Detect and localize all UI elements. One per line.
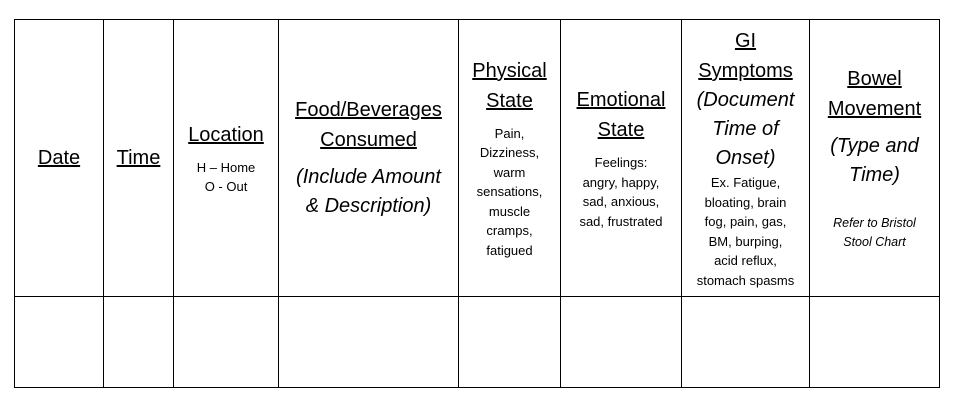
bowel-reference-line-1: Refer to Bristol <box>833 216 916 230</box>
food-header-line-1: Food/Beverages <box>295 99 442 121</box>
header-row <box>15 20 940 297</box>
emotional-note-line-3: sad, anxious, <box>582 194 660 209</box>
emotional-note-line-2: angry, happy, <box>582 174 660 190</box>
date-header: Date <box>37 147 81 169</box>
location-entry-cell[interactable] <box>174 297 279 388</box>
gi-note-line-1: Ex. Fatigue, <box>710 175 781 190</box>
location-note-home: H – Home <box>196 159 256 175</box>
physical-note-line-4: sensations, <box>476 184 543 200</box>
gi-entry-cell[interactable] <box>682 297 810 388</box>
bowel-header-line-2: Movement <box>827 98 922 120</box>
bowel-header-line-1: Bowel <box>847 68 902 90</box>
food-entry-cell[interactable] <box>279 297 459 388</box>
emotional-note-line-4: sad, frustrated <box>579 213 663 229</box>
emotional-note-line-1: Feelings: <box>594 155 648 170</box>
gi-note-line-3: fog, pain, gas, <box>704 214 787 229</box>
gi-note-line-4: BM, burping, <box>708 233 783 249</box>
gi-italic-line-2: Time of <box>712 118 779 140</box>
date-entry-cell[interactable] <box>15 297 104 388</box>
gi-note-line-2: bloating, brain <box>704 194 787 210</box>
bowel-entry-cell[interactable] <box>810 297 940 388</box>
physical-note-line-3: warm <box>493 164 526 180</box>
bowel-italic-line-2: Time) <box>849 164 900 186</box>
gi-note-line-6: stomach spasms <box>696 272 795 288</box>
emotional-header-line-1: Emotional <box>576 89 666 111</box>
food-header-line-2: Consumed <box>320 129 417 151</box>
entry-row <box>15 297 940 388</box>
physical-note-line-2: Dizziness, <box>479 145 540 161</box>
time-entry-cell[interactable] <box>104 297 174 388</box>
physical-entry-cell[interactable] <box>459 297 561 388</box>
physical-note-line-7: fatigued <box>486 242 533 258</box>
physical-note-line-5: muscle <box>488 203 531 219</box>
bowel-italic-line-1: (Type and <box>830 135 919 157</box>
time-header: Time <box>116 147 161 169</box>
gi-italic-line-3: Onset) <box>715 147 776 169</box>
physical-note-line-1: Pain, <box>494 125 525 141</box>
location-note-out: O - Out <box>204 179 248 194</box>
physical-header-line-2: State <box>486 89 533 112</box>
gi-italic-line-1: (Document <box>696 89 795 111</box>
physical-header-cell <box>459 20 561 297</box>
food-note-line-2: & Description) <box>305 195 432 217</box>
gi-note-line-5: acid reflux, <box>714 253 777 268</box>
emotional-header-cell <box>561 20 682 297</box>
physical-note-line-6: cramps, <box>486 223 533 239</box>
bowel-reference-line-2: Stool Chart <box>843 235 906 249</box>
time-header-cell <box>104 20 174 297</box>
gi-header-cell <box>682 20 810 297</box>
bowel-header-cell <box>810 20 940 297</box>
emotional-header-line-2: State <box>597 119 645 141</box>
date-header-cell <box>15 20 104 297</box>
gi-header-line-1: GI <box>734 30 757 52</box>
physical-header-line-1: Physical <box>472 59 547 82</box>
food-note-line-1: (Include Amount <box>296 166 441 188</box>
location-header: Location <box>188 123 264 146</box>
emotional-entry-cell[interactable] <box>561 297 682 388</box>
gi-header-line-2: Symptoms <box>698 60 793 82</box>
location-header-cell <box>174 20 279 297</box>
food-header-cell <box>279 20 459 297</box>
food-symptom-log-table <box>14 19 940 388</box>
